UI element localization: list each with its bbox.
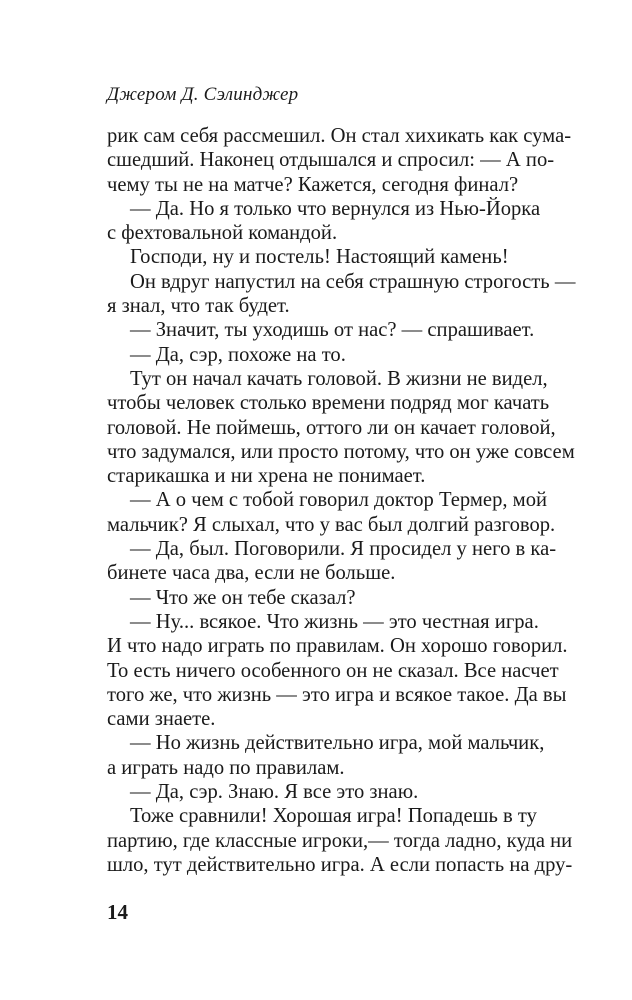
- text-line: головой. Не поймешь, оттого ли он качает головой,: [107, 416, 556, 439]
- text-line: Господи, ну и постель! Настоящий камень!: [130, 246, 509, 269]
- running-head: Джером Д. Сэлинджер: [107, 84, 299, 105]
- text-line: я знал, что так будет.: [107, 295, 290, 318]
- text-line: — Да. Но я только что вернулся из Нью-Йорка: [130, 197, 541, 220]
- text-line: — А о чем с тобой говорил доктор Термер, мой: [130, 489, 548, 512]
- text-line: — Да, сэр. Знаю. Я все это знаю.: [130, 781, 419, 804]
- text-line: То есть ничего особенного он не сказал. Все насчет: [107, 659, 559, 682]
- text-line: — Да, был. Поговорили. Я просидел у него в ка-: [130, 538, 557, 561]
- text-line: старикашка и ни хрена не понимает.: [107, 465, 426, 488]
- text-line: — Ну... всякое. Что жизнь — это честная игра.: [130, 610, 539, 633]
- text-line: партию, где классные игроки,— тогда ладно, куда ни: [107, 829, 573, 852]
- text-line: сшедший. Наконец отдышался и спросил: — А по-: [107, 149, 555, 172]
- text-line: И что надо играть по правилам. Он хорошо говорил.: [107, 635, 568, 658]
- text-line: — Значит, ты уходишь от нас? — спрашивает.: [130, 319, 535, 342]
- text-line: бинете часа два, если не больше.: [107, 562, 396, 585]
- text-line: того же, что жизнь — это игра и всякое такое. Да вы: [107, 683, 567, 706]
- text-line: с фехтовальной командой.: [107, 222, 338, 245]
- text-line: — Что же он тебе сказал?: [130, 586, 356, 609]
- page-number: 14: [107, 900, 128, 924]
- text-line: чтобы человек столько времени подряд мог качать: [107, 392, 550, 415]
- text-line: Тоже сравнили! Хорошая игра! Попадешь в ту: [130, 805, 537, 828]
- text-line: — Но жизнь действительно игра, мой мальчик,: [130, 732, 545, 755]
- text-line: рик сам себя рассмешил. Он стал хихикать как сума-: [107, 125, 572, 147]
- text-line: — Да, сэр, похоже на то.: [130, 343, 346, 366]
- text-line: шло, тут действительно игра. А если попасть на дру-: [107, 853, 573, 876]
- text-line: мальчик? Я слыхал, что у вас был долгий разговор.: [107, 513, 556, 536]
- text-line: а играть надо по правилам.: [107, 756, 345, 779]
- text-line: Тут он начал качать головой. В жизни не видел,: [130, 367, 548, 390]
- text-line: сами знаете.: [107, 708, 216, 731]
- text-line: что задумался, или просто потому, что он уже совсем: [107, 440, 575, 463]
- text-line: Он вдруг напустил на себя страшную строгость —: [130, 270, 576, 293]
- body-text: [107, 124, 576, 877]
- text-line: чему ты не на матче? Кажется, сегодня финал?: [107, 173, 519, 196]
